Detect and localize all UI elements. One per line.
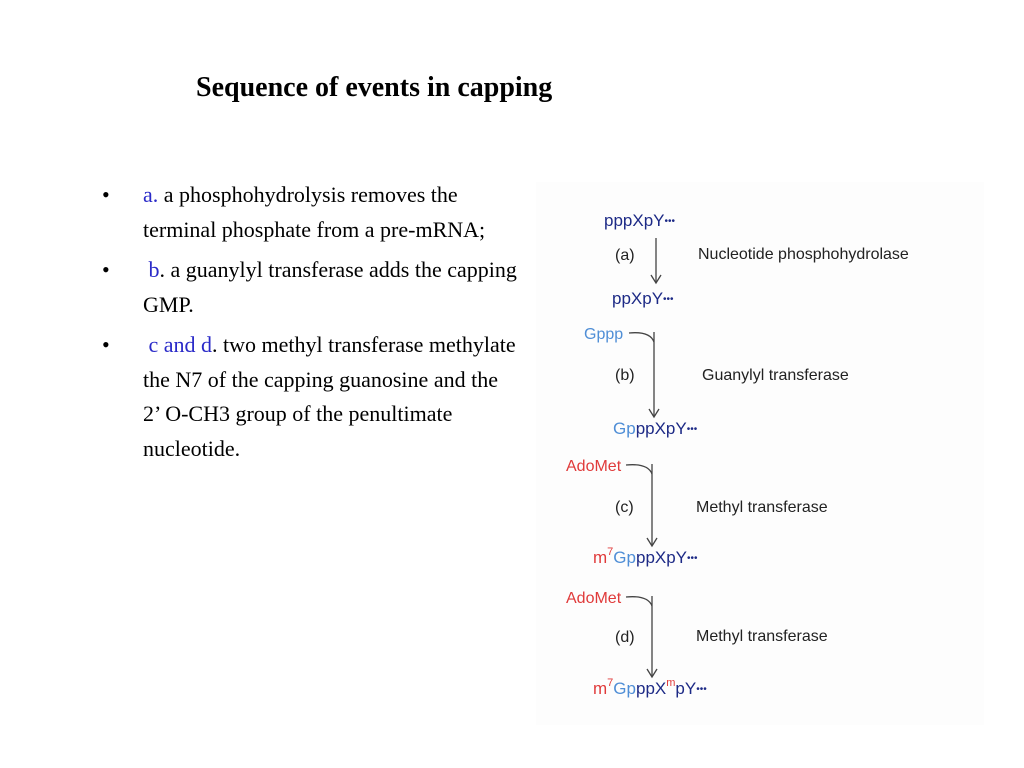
bullet-marker: • xyxy=(102,332,110,357)
bullet-letter: b xyxy=(148,257,160,282)
step-letter-a: (a) xyxy=(615,247,635,264)
molecule-ppxpy: ppXpY••• xyxy=(612,289,674,308)
molecule-m7gpppxmpy: $m^7GpppX^mpY•••$ xyxy=(593,677,707,698)
bullet-item-a xyxy=(100,178,520,247)
enzyme-label: Nucleotide phosphohydrolase xyxy=(698,246,909,263)
bullet-text: . two methyl transferase methylate the N7 of the capping guanosine and the 2’ O-CH3 group of the penultimate nucleotide. xyxy=(143,332,516,461)
capping-pathway-figure xyxy=(536,182,984,725)
enzyme-label: Methyl transferase xyxy=(696,499,828,516)
bullet-letter: c and d xyxy=(148,332,213,357)
step-letter-d: (d) xyxy=(615,629,635,646)
molecule-m7gpppxpy: $m^7GpppXpY•••$ xyxy=(593,546,698,567)
step-letter-b: (b) xyxy=(615,367,635,384)
bullet-text: . a guanylyl transferase adds the capping GMP. xyxy=(143,257,517,317)
bullet-marker: • xyxy=(102,257,110,282)
arrow-down-icon xyxy=(651,238,661,283)
page-title: Sequence of events in capping xyxy=(196,72,553,103)
pathway-diagram xyxy=(536,182,984,725)
bullet-item-b xyxy=(100,253,520,322)
substrate-adomet: AdoMet xyxy=(566,458,622,475)
molecule-pppxpy: pppXpY••• xyxy=(604,211,676,230)
substrate-adomet: AdoMet xyxy=(566,590,622,607)
bullet-marker: • xyxy=(102,182,110,207)
enzyme-label: Methyl transferase xyxy=(696,628,828,645)
substrate-gppp: Gppp xyxy=(584,326,624,343)
bullet-letter: a. xyxy=(143,182,159,207)
bullet-list xyxy=(100,178,520,472)
bullet-item-cd xyxy=(100,328,520,466)
step-letter-c: (c) xyxy=(615,499,634,516)
enzyme-label: Guanylyl transferase xyxy=(702,367,849,384)
molecule-gpppxpy: GpppXpY••• xyxy=(613,419,698,438)
bullet-text: a phosphohydrolysis removes the terminal phosphate from a pre-mRNA; xyxy=(143,182,486,242)
